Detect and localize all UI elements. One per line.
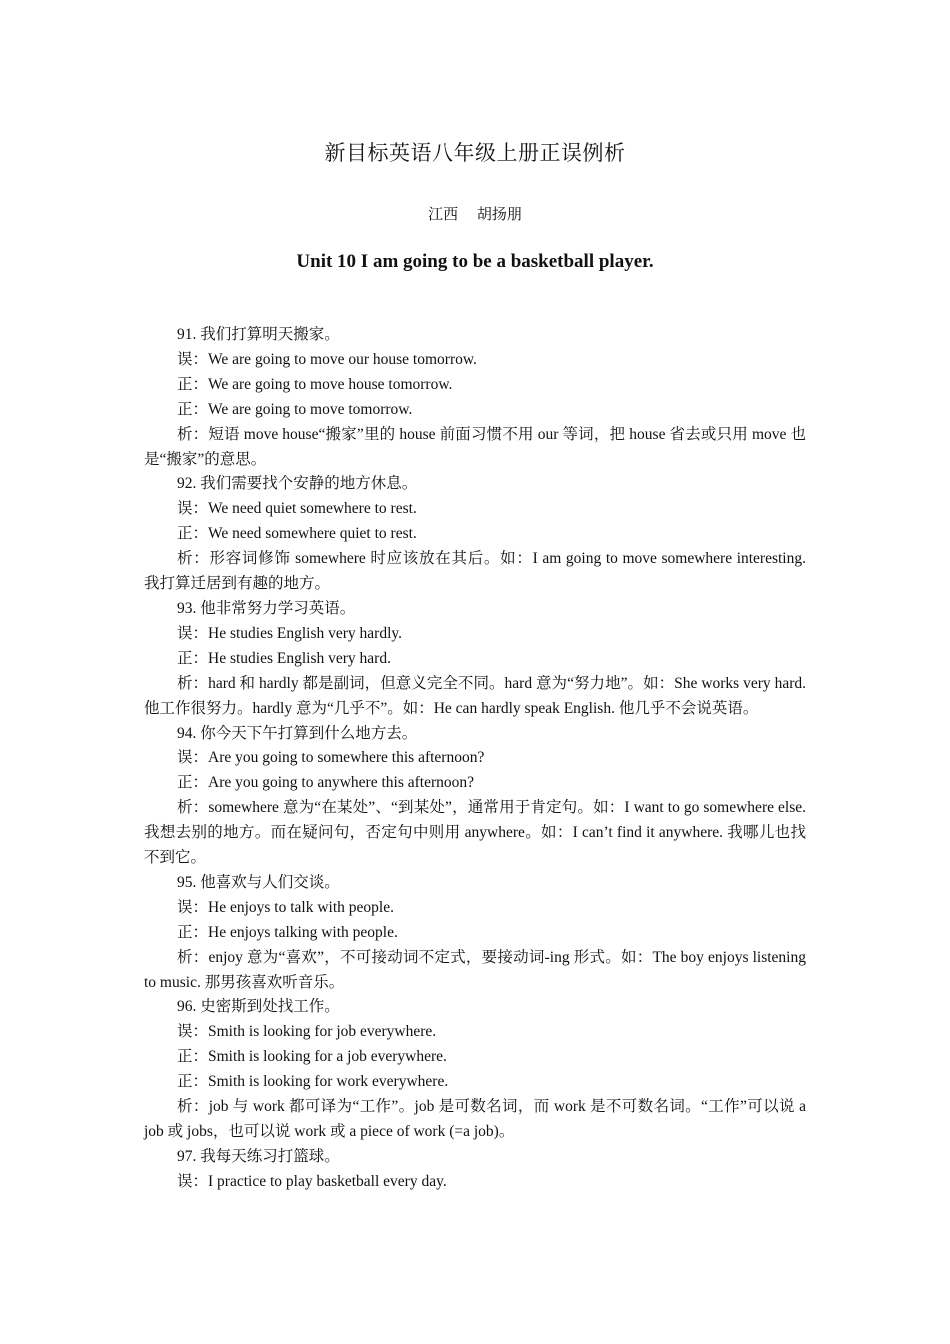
wrong-95: 误：He enjoys to talk with people. xyxy=(177,898,394,916)
wrong-91: 误：We are going to move our house tomorrow. xyxy=(177,350,477,368)
question-96: 96. 史密斯到处找工作。 xyxy=(177,998,340,1016)
right-91-a: 正：We are going to move house tomorrow. xyxy=(177,375,453,393)
unit-heading: Unit 10 I am going to be a basketball player. xyxy=(296,251,654,272)
analysis-93: 析：hard 和 hardly 都是副词，但意义完全不同。hard 意为“努力地”。如：She works very hard. 他工作很努力。hardly 意为“几乎不”。如：He can hardly speak English. 他几乎不会说英语。 xyxy=(144,674,806,717)
document-body xyxy=(144,323,806,1195)
analysis-95: 析：enjoy 意为“喜欢”，不可接动词不定式，要接动词-ing 形式。如：The boy enjoys listening to music. 那男孩喜欢听音乐。 xyxy=(144,948,806,991)
analysis-94: 析：somewhere 意为“在某处”、“到某处”，通常用于肯定句。如：I want to go somewhere else.我想去别的地方。而在疑问句，否定句中则用 anywhere。如：I can’t find it anywhere. 我哪儿也找不到它。 xyxy=(144,799,806,867)
right-94: 正：Are you going to anywhere this afternoon? xyxy=(177,774,475,792)
right-92: 正：We need somewhere quiet to rest. xyxy=(177,525,417,543)
wrong-92: 误：We need quiet somewhere to rest. xyxy=(177,500,417,518)
question-93: 93. 他非常努力学习英语。 xyxy=(177,599,356,617)
right-95: 正：He enjoys talking with people. xyxy=(177,923,398,941)
document-title: 新目标英语八年级上册正误例析 xyxy=(324,141,626,165)
wrong-96: 误：Smith is looking for job everywhere. xyxy=(177,1023,437,1041)
wrong-97: 误：I practice to play basketball every day. xyxy=(177,1172,447,1190)
question-95: 95. 他喜欢与人们交谈。 xyxy=(177,873,340,891)
right-96-a: 正：Smith is looking for a job everywhere. xyxy=(177,1048,447,1066)
question-91: 91. 我们打算明天搬家。 xyxy=(177,326,340,343)
analysis-96: 析：job 与 work 都可译为“工作”。job 是可数名词，而 work 是不可数名词。“工作”可以说 a job 或 jobs，也可以说 work 或 a piece of work (=a job)。 xyxy=(144,1098,806,1140)
question-97: 97. 我每天练习打篮球。 xyxy=(177,1147,340,1165)
analysis-92: 析：形容词修饰 somewhere 时应该放在其后。如：I am going to move somewhere interesting. 我打算迁居到有趣的地方。 xyxy=(144,550,806,593)
analysis-91: 析：短语 move house“搬家”里的 house 前面习惯不用 our 等词，把 house 省去或只用 move 也是“搬家”的意思。 xyxy=(144,425,806,468)
author-line: 江西 胡扬朋 xyxy=(428,205,522,223)
right-91-b: 正：We are going to move tomorrow. xyxy=(177,400,413,418)
wrong-93: 误：He studies English very hardly. xyxy=(177,624,402,642)
wrong-94: 误：Are you going to somewhere this afternoon? xyxy=(177,749,485,767)
question-94: 94. 你今天下午打算到什么地方去。 xyxy=(177,724,418,742)
right-93: 正：He studies English very hard. xyxy=(177,649,391,667)
question-92: 92. 我们需要找个安静的地方休息。 xyxy=(177,475,418,493)
right-96-b: 正：Smith is looking for work everywhere. xyxy=(177,1073,449,1091)
